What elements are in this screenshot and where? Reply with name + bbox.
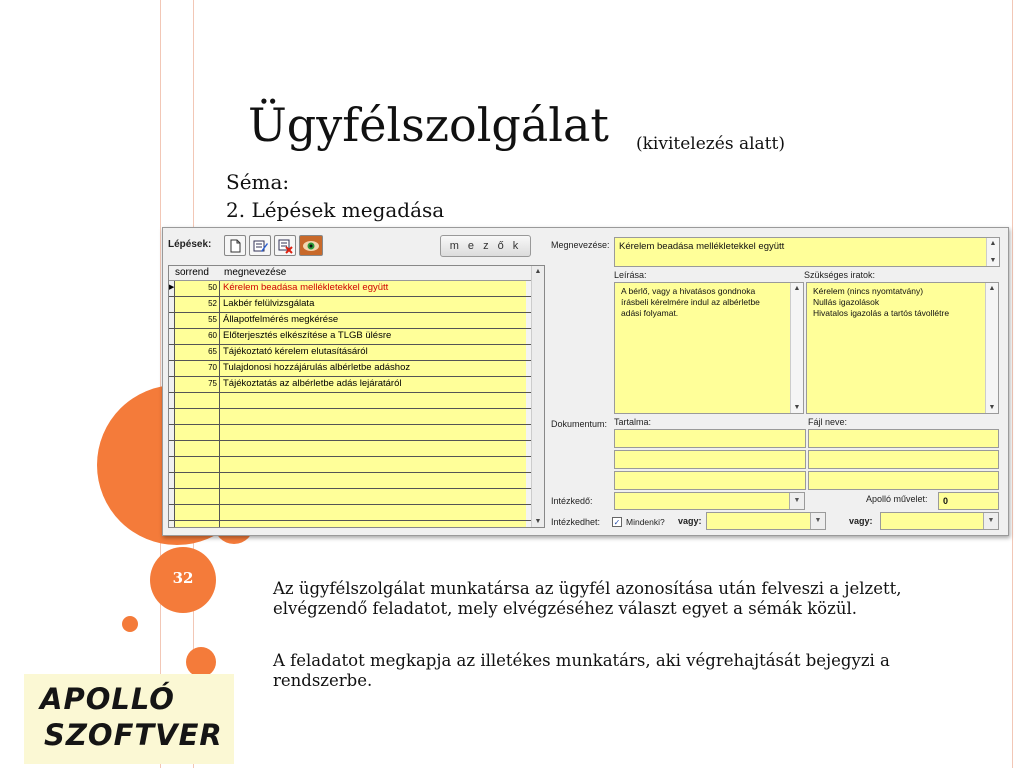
chevron-down-icon[interactable]: ▼	[810, 513, 825, 529]
grid-scrollbar[interactable]	[531, 266, 544, 527]
vagy-select-1[interactable]	[706, 512, 826, 530]
table-row[interactable]	[169, 489, 531, 505]
vagy-label-2: vagy:	[849, 516, 873, 526]
szukseges-textarea[interactable]	[806, 282, 999, 414]
leirasa-scrollbar[interactable]	[790, 283, 803, 413]
scroll-down-icon[interactable]: ▼	[534, 518, 542, 525]
apollo-muvelet-label: Apolló művelet:	[866, 494, 928, 504]
szukseges-value: Kérelem (nincs nyomtatvány) Nullás igazolások Hivatalos igazolás a tartós távollétre	[813, 286, 950, 318]
cell-megnevezes[interactable]	[220, 441, 526, 456]
cell-sorrend[interactable]	[174, 505, 220, 520]
col-megnevezes[interactable]: megnevezése	[224, 267, 287, 278]
cell-megnevezes[interactable]: Tulajdonosi hozzájárulás albérletbe adáshoz	[220, 361, 526, 376]
cell-sorrend[interactable]	[174, 473, 220, 488]
cell-sorrend[interactable]	[174, 425, 220, 440]
col-sorrend[interactable]: sorrend	[175, 267, 209, 278]
table-row[interactable]	[169, 441, 531, 457]
cell-sorrend[interactable]: 65	[174, 345, 220, 360]
fajl-field-3[interactable]	[808, 471, 999, 490]
megnevezese-value: Kérelem beadása mellékletekkel együtt	[619, 241, 785, 252]
apollo-muvelet-field[interactable]	[938, 492, 999, 510]
table-row[interactable]	[169, 409, 531, 425]
scroll-up-icon[interactable]: ▲	[989, 240, 997, 247]
mindenki-checkbox[interactable]: ✓	[613, 518, 621, 527]
slide-subtitle-1: Séma:	[226, 170, 290, 194]
cell-megnevezes[interactable]: Előterjesztés elkészítése a TLGB ülésre	[220, 329, 526, 344]
tartalma-field-1[interactable]	[614, 429, 806, 448]
table-row[interactable]	[169, 281, 531, 297]
cell-sorrend[interactable]: 70	[174, 361, 220, 376]
megnevezese-label: Megnevezése:	[551, 240, 610, 250]
table-row[interactable]	[169, 329, 531, 345]
body-paragraph-2: A feladatot megkapja az illetékes munkatárs, aki végrehajtását bejegyzi a rendszerbe.	[273, 651, 890, 690]
slide-title: Ügyfélszolgálat	[248, 98, 609, 152]
vagy-select-2[interactable]	[880, 512, 999, 530]
tartalma-field-2[interactable]	[614, 450, 806, 469]
cell-megnevezes[interactable]	[220, 409, 526, 424]
apollo-logo	[24, 674, 234, 764]
body-paragraph-1: Az ügyfélszolgálat munkatársa az ügyfél azonosítása után felveszi a jelzett, elvégzendő feladatot, mely elvégzéséhez választ egyet a sémák közül.	[273, 579, 902, 618]
leirasa-value: A bérlő, vagy a hivatásos gondnoka írásbeli kérelmére indul az albérletbe adási folyamat.	[621, 286, 760, 318]
table-row[interactable]	[169, 345, 531, 361]
cell-megnevezes[interactable]: Állapotfelmérés megkérése	[220, 313, 526, 328]
new-document-icon	[225, 236, 245, 255]
tartalma-label: Tartalma:	[614, 417, 652, 427]
slide-number: 32	[150, 547, 216, 613]
cell-megnevezes[interactable]	[220, 489, 526, 504]
lepesek-label: Lépések:	[168, 239, 212, 250]
chevron-down-icon[interactable]: ▼	[983, 513, 998, 529]
chevron-down-icon[interactable]: ▼	[789, 493, 804, 509]
fajl-field-2[interactable]	[808, 450, 999, 469]
szukseges-label: Szükséges iratok:	[804, 270, 876, 280]
cell-sorrend[interactable]: 52	[174, 297, 220, 312]
table-row[interactable]	[169, 393, 531, 409]
szukseges-scrollbar[interactable]	[985, 283, 998, 413]
decor-line	[1012, 0, 1013, 768]
table-row[interactable]	[169, 297, 531, 313]
apollo-muvelet-value: 0	[943, 496, 949, 506]
table-row[interactable]	[169, 457, 531, 473]
table-row[interactable]	[169, 473, 531, 489]
slide-title-note: (kivitelezés alatt)	[636, 134, 785, 154]
eye-icon	[300, 236, 322, 255]
table-row[interactable]	[169, 361, 531, 377]
table-row[interactable]	[169, 521, 531, 528]
slide-subtitle-2: 2. Lépések megadása	[226, 198, 445, 222]
scroll-up-icon[interactable]: ▲	[988, 285, 996, 292]
cell-megnevezes[interactable]	[220, 473, 526, 488]
view-step-button[interactable]	[299, 235, 323, 256]
fajl-field-1[interactable]	[808, 429, 999, 448]
mezok-button[interactable]: m e z ő k	[440, 235, 531, 257]
cell-megnevezes[interactable]	[220, 425, 526, 440]
new-step-button[interactable]	[224, 235, 246, 256]
cell-megnevezes[interactable]: Tájékoztatás az albérletbe adás lejáratáról	[220, 377, 526, 392]
cell-megnevezes[interactable]: Lakbér felülvizsgálata	[220, 297, 526, 312]
decor-circle	[122, 616, 138, 632]
cell-megnevezes[interactable]: Tájékoztató kérelem elutasításáról	[220, 345, 526, 360]
cell-megnevezes[interactable]: Kérelem beadása mellékletekkel együtt	[220, 281, 526, 296]
scroll-down-icon[interactable]: ▼	[989, 257, 997, 264]
cell-sorrend[interactable]	[174, 393, 220, 408]
delete-list-icon	[275, 236, 295, 255]
leirasa-textarea[interactable]	[614, 282, 804, 414]
row-pointer-icon[interactable]: ▶	[169, 281, 174, 296]
cell-sorrend[interactable]	[174, 457, 220, 472]
table-row[interactable]	[169, 425, 531, 441]
cell-sorrend[interactable]	[174, 409, 220, 424]
logo-line-1: APOLLÓ	[40, 682, 175, 716]
decor-line	[160, 0, 161, 768]
delete-step-button[interactable]	[274, 235, 296, 256]
scroll-up-icon[interactable]: ▲	[793, 285, 801, 292]
tartalma-field-3[interactable]	[614, 471, 806, 490]
grid-body	[169, 281, 531, 528]
cell-sorrend[interactable]: 50	[174, 281, 220, 296]
cell-megnevezes[interactable]	[220, 393, 526, 408]
mindenki-label: Mindenki?	[626, 517, 665, 527]
cell-sorrend[interactable]: 75	[174, 377, 220, 392]
scroll-down-icon[interactable]: ▼	[793, 404, 801, 411]
steps-grid	[168, 265, 545, 528]
app-window	[162, 227, 1009, 536]
vagy-label-1: vagy:	[678, 516, 702, 526]
edit-list-icon	[250, 236, 270, 255]
table-row[interactable]	[169, 505, 531, 521]
grid-header	[169, 266, 532, 281]
scroll-down-icon[interactable]: ▼	[988, 404, 996, 411]
scroll-up-icon[interactable]: ▲	[534, 268, 542, 275]
decor-circle	[186, 647, 216, 677]
intezkedo-label: Intézkedő:	[551, 496, 593, 506]
dokumentum-label: Dokumentum:	[551, 419, 608, 429]
cell-sorrend[interactable]: 55	[174, 313, 220, 328]
cell-sorrend[interactable]: 60	[174, 329, 220, 344]
edit-step-button[interactable]	[249, 235, 271, 256]
logo-line-2: SZOFTVER	[44, 718, 223, 752]
table-row[interactable]	[169, 313, 531, 329]
cell-sorrend[interactable]	[174, 521, 220, 528]
megnevezese-field[interactable]	[614, 237, 1000, 267]
megnevezese-scrollbar[interactable]	[986, 238, 999, 266]
leirasa-label: Leírása:	[614, 270, 647, 280]
cell-megnevezes[interactable]	[220, 457, 526, 472]
intezkedhet-label: Intézkedhet:	[551, 517, 601, 527]
cell-megnevezes[interactable]	[220, 505, 526, 520]
cell-megnevezes[interactable]	[220, 521, 526, 528]
fajl-label: Fájl neve:	[808, 417, 848, 427]
cell-sorrend[interactable]	[174, 489, 220, 504]
cell-sorrend[interactable]	[174, 441, 220, 456]
intezkedo-select[interactable]	[614, 492, 805, 510]
table-row[interactable]	[169, 377, 531, 393]
